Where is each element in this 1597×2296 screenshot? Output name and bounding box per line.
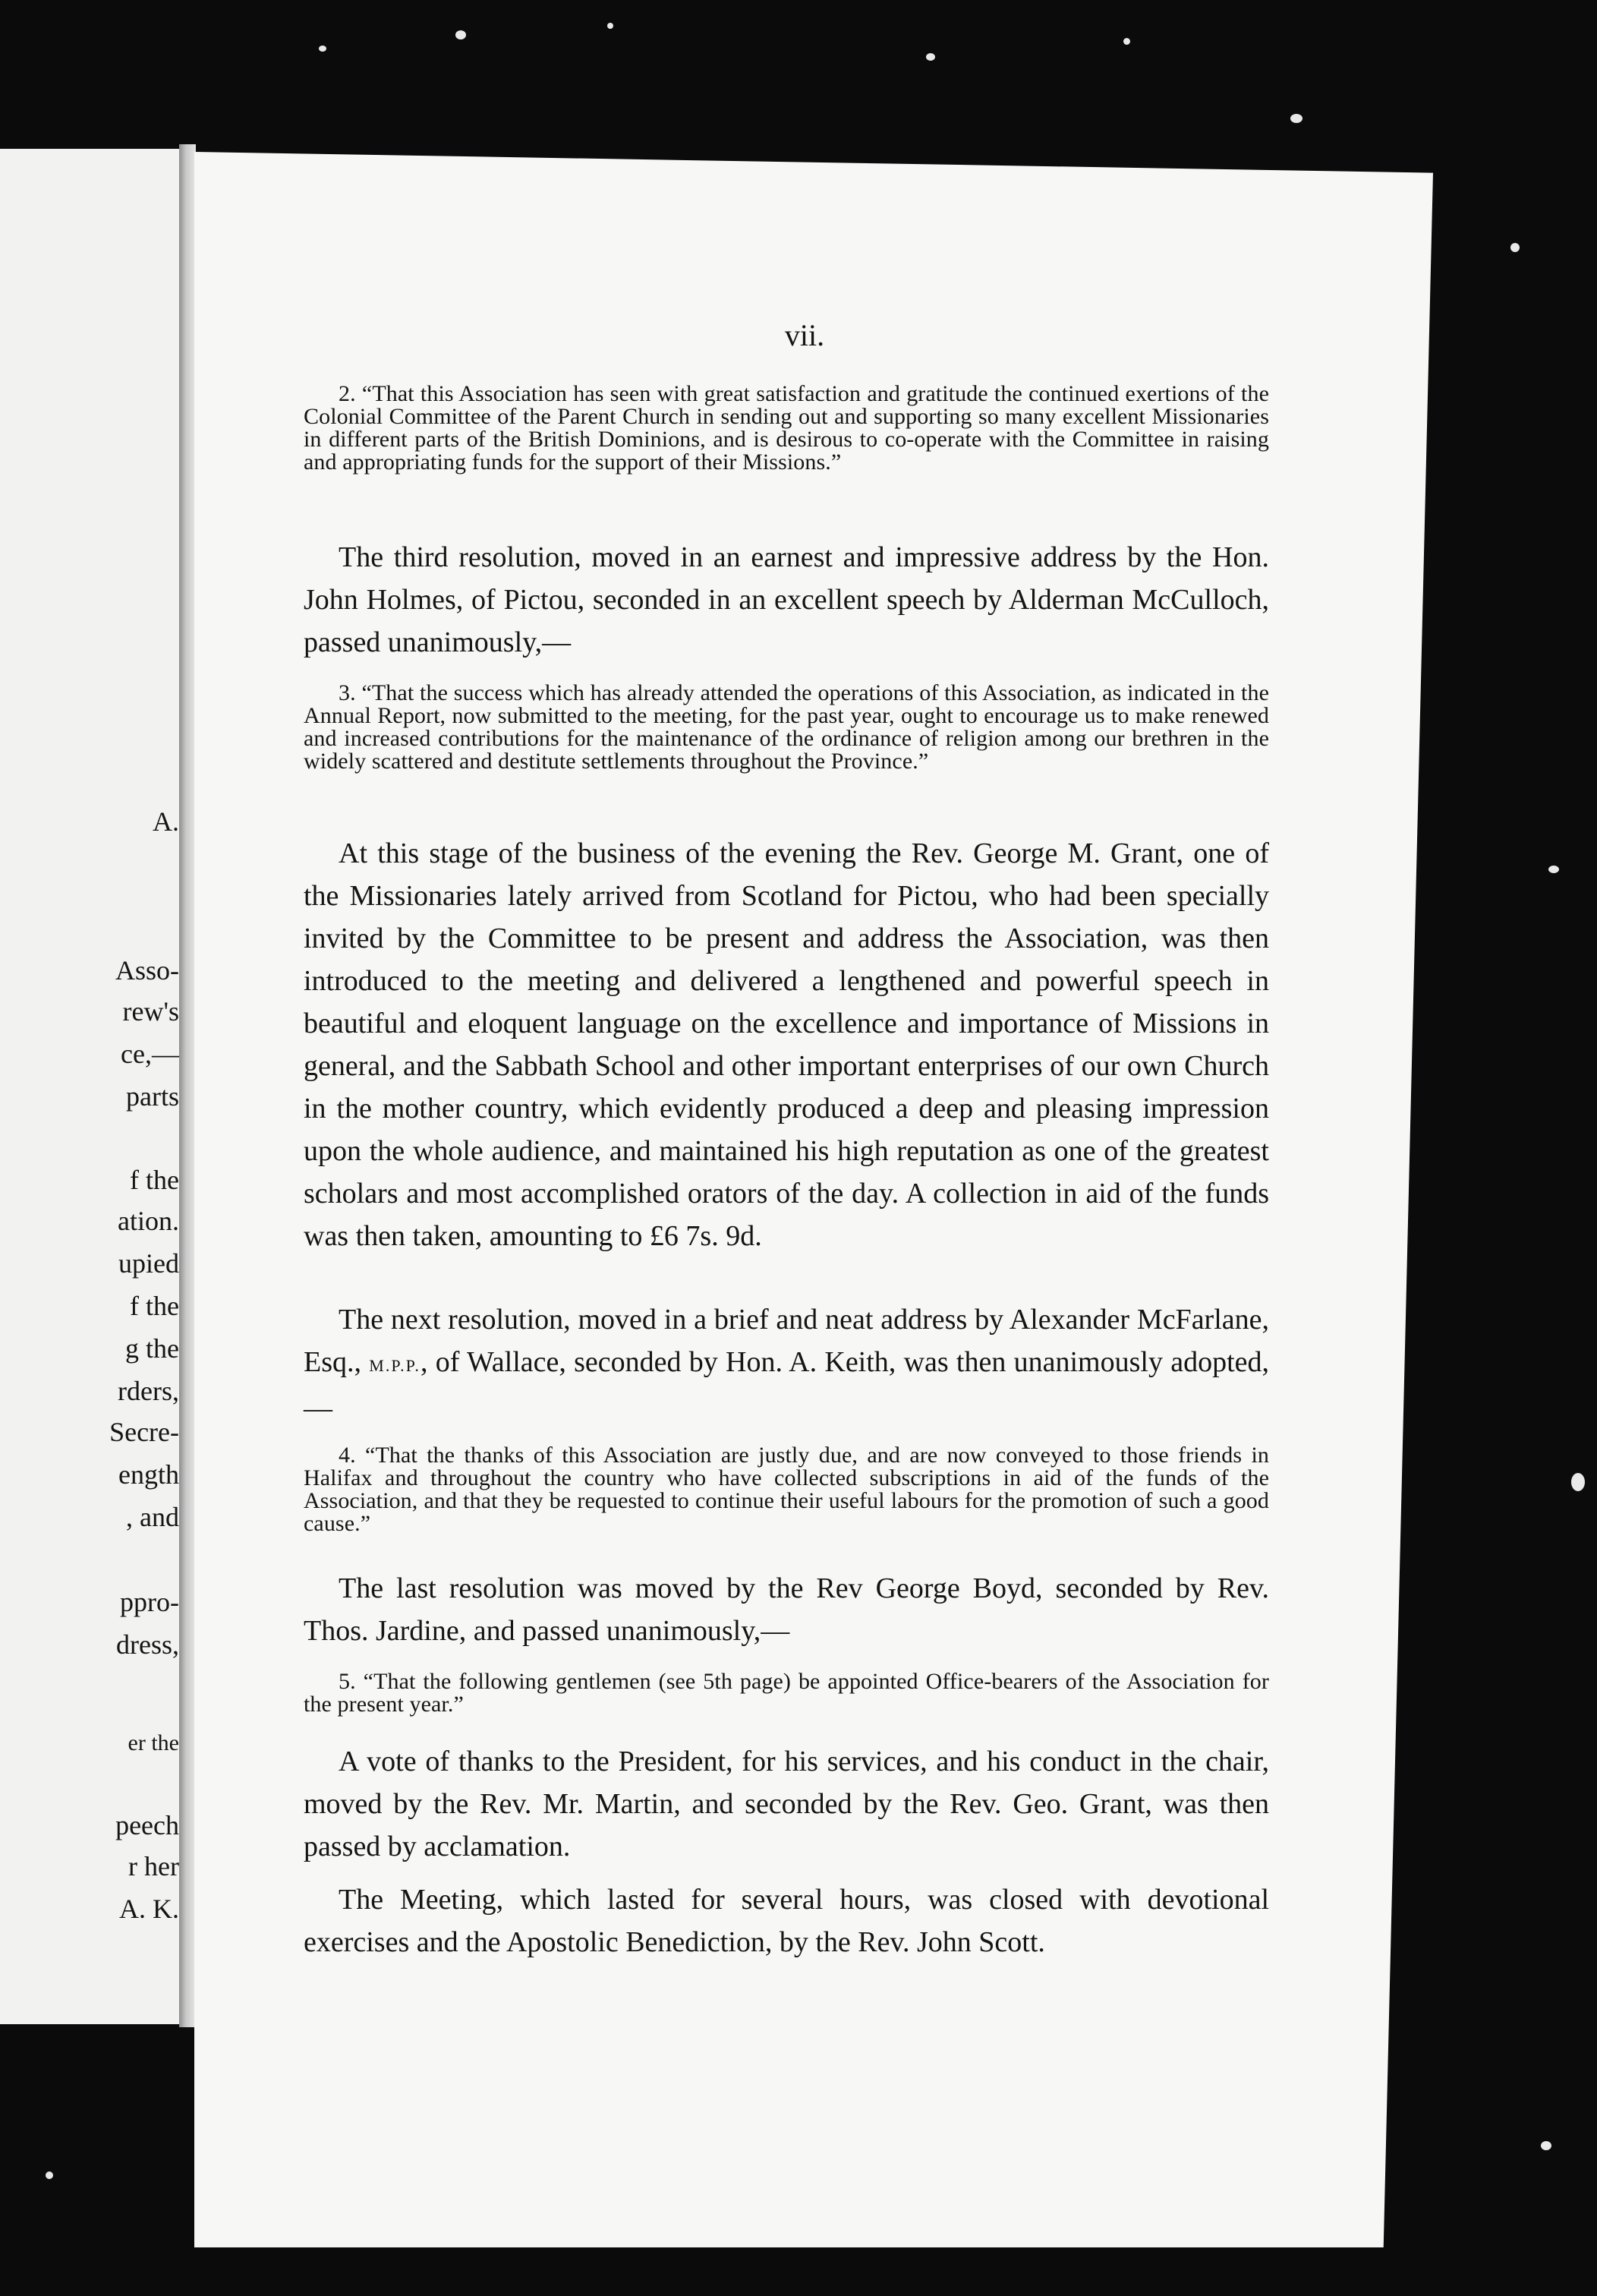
dust-speck	[1541, 2141, 1551, 2150]
left-page-fragment: parts	[126, 1081, 179, 1112]
mpp-abbreviation: M.P.P.	[369, 1356, 421, 1375]
paragraph-next-resolution	[304, 1298, 1269, 1430]
left-page-fragment: ppro-	[120, 1587, 179, 1617]
left-page-fragment: A.	[153, 806, 179, 837]
dust-speck	[46, 2171, 53, 2179]
left-page-fragment: er the	[128, 1730, 179, 1755]
left-page-fragment: rders,	[118, 1376, 179, 1406]
dust-speck	[1571, 1473, 1585, 1491]
left-page-fragment: , and	[126, 1502, 179, 1532]
left-page-fragment: A. K.	[119, 1894, 179, 1924]
left-page-fragment: Asso-	[115, 955, 179, 986]
dust-speck	[1548, 866, 1559, 873]
left-page-fragment: peech	[115, 1810, 179, 1840]
paragraph-last-resolution: The last resolution was moved by the Rev George Boyd, seconded by Rev. Thos. Jardine, and passed unanimously,—	[304, 1572, 1269, 1647]
dust-speck	[319, 46, 326, 52]
left-page-fragment: upied	[118, 1248, 179, 1279]
dust-speck	[1510, 243, 1520, 252]
book-gutter	[179, 144, 196, 2027]
paragraph-next-text-a: The next resolution, moved in a brief and neat address by Alexander McFarlane, Esq.,	[304, 1304, 1269, 1378]
left-page-fragment: ation.	[118, 1206, 179, 1236]
paragraph-next-text-b: , of Wallace, seconded by Hon. A. Keith, was then unanimously adopted,—	[304, 1346, 1270, 1424]
resolution-2: 2. “That this Association has seen with great satisfaction and gratitude the continued exertions of the Colonial Committee of the Parent Church in sending out and supporting so many excellent Missionaries in different parts of the British Dominions, and is desirous to co-operate with the Committee in raising and appropriating funds for the support of their Missions.”	[304, 381, 1269, 475]
left-page-fragment: rew's	[122, 996, 179, 1027]
resolution-5: 5. “That the following gentlemen (see 5th page) be appointed Office-bearers of the Association for the present year.”	[304, 1669, 1269, 1717]
left-page-fragment: ce,—	[121, 1039, 179, 1069]
dust-speck	[1290, 114, 1302, 123]
dust-speck	[455, 30, 466, 39]
left-page-fragment: r her	[128, 1851, 179, 1881]
left-page-fragment: dress,	[116, 1629, 179, 1660]
left-page-fragment: f the	[130, 1165, 179, 1195]
resolution-3: 3. “That the success which has already attended the operations of this Association, as indicated in the Annual Report, now submitted to the meeting, for the past year, ought to encourage us to make renewed and increased contributions for the maintenance of the ordinance of religion among our brethren in the widely scattered and destitute settlements throughout the Province.”	[304, 680, 1269, 774]
left-page-fragment: ength	[118, 1459, 179, 1490]
dust-speck	[607, 23, 613, 29]
left-page-fragment: Secre-	[109, 1417, 179, 1447]
dust-speck	[926, 53, 935, 61]
page-number: vii.	[784, 318, 825, 352]
paragraph-grant-speech: At this stage of the business of the evening the Rev. George M. Grant, one of the Missionaries lately arrived from Scotland for Pictou, who had been specially invited by the Committee to be present and address the Association, was then introduced to the meeting and delivered a lengthened and powerful speech in beautiful and eloquent language on the excellence and importance of Missions in general, and the Sabbath School and other important enterprises of our own Church in the mother country, which evidently produced a deep and pleasing impression upon the whole audience, and maintained his high reputation as one of the greatest scholars and most accomplished orators of the day. A collection in aid of the funds was then taken, amounting to £6 7s. 9d.	[304, 837, 1269, 1252]
paragraph-vote-of-thanks: A vote of thanks to the President, for his services, and his conduct in the chair, moved by the Rev. Mr. Martin, and seconded by the Rev. Geo. Grant, was then passed by acclamation.	[304, 1746, 1269, 1862]
left-page-fragment: f the	[130, 1291, 179, 1321]
dust-speck	[1123, 38, 1130, 45]
resolution-4: 4. “That the thanks of this Association are justly due, and are now conveyed to those friends in Halifax and throughout the country who have collected subscriptions in aid of the funds of the Association, and that they be requested to continue their useful labours for the promotion of such a good cause.”	[304, 1443, 1269, 1536]
paragraph-closing: The Meeting, which lasted for several hours, was closed with devotional exercises and the Apostolic Benediction, by the Rev. John Scott.	[304, 1884, 1269, 1958]
paragraph-third-resolution: The third resolution, moved in an earnest and impressive address by the Hon. John Holmes, of Pictou, seconded in an excellent speech by Alderman McCulloch, passed unanimously,—	[304, 541, 1269, 658]
left-page-fragment: g the	[125, 1333, 179, 1364]
